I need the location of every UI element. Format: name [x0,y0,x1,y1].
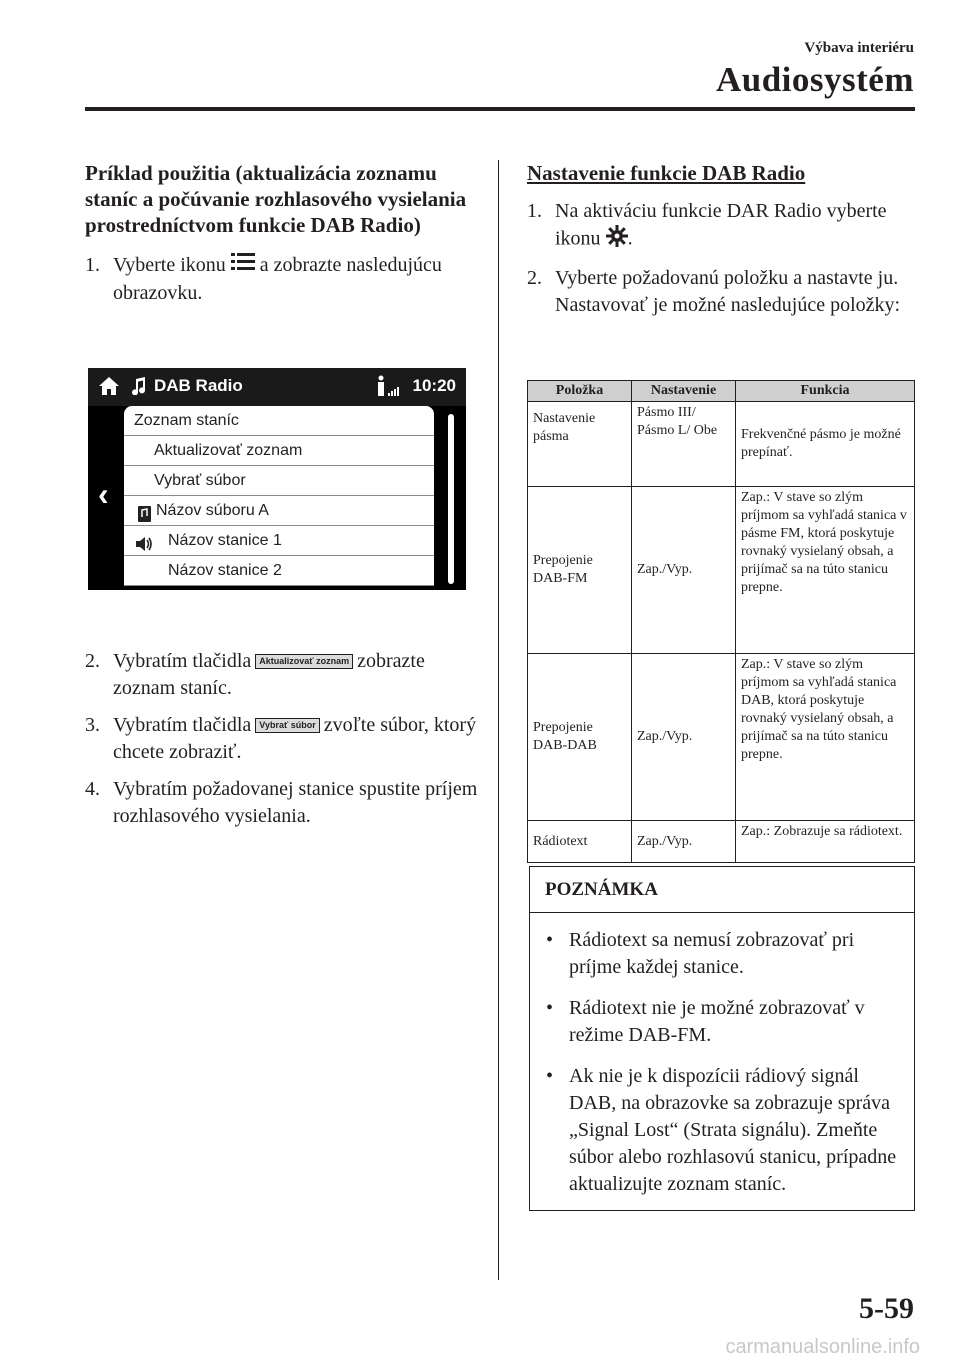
music-note-icon [132,377,146,400]
cell-function: Zap.: Zobrazuje sa rádiotext. [736,821,915,863]
cell-setting: Zap./Vyp. [632,654,736,821]
screen-status-bar [88,368,466,406]
table-header-row [528,381,915,402]
header-rule [85,107,915,111]
table-row [528,654,915,821]
list-item[interactable]: Zoznam staníc [124,406,434,436]
column-header: Funkcia [736,381,915,402]
section-label: Výbava interiéru [804,40,914,56]
screen-clock: 10:20 [412,376,456,395]
bullet: • [546,1065,554,1087]
screen-title: DAB Radio [154,376,243,395]
cell-function: Frekvenčné pásmo je možné prepínať. [736,402,915,487]
right-step-2: 2. Vyberte požadovanú položku a nastavte ju. Nastavovať je možné nasledujúce položky: [527,267,901,316]
gear-icon [606,225,628,255]
note-title: POZNÁMKA [530,867,914,913]
bullet: • [546,997,554,1019]
note-item: • Ak nie je k dispozícii rádiový signál DAB, na obrazovke sa zobrazuje správa „Signal Lost“ (Strata signálu). Zmeňte súbor alebo rozhlasovú stanicu, prípadne aktualizujte zoznam staníc. [546,1065,897,1195]
page-number: 5-59 [859,1292,914,1325]
column-header: Položka [528,381,632,402]
right-step-1: 1. Na aktiváciu funkcie DAR Radio vyberte ikonu . [527,198,915,255]
bullet: • [546,929,554,951]
select-file-button: Vybrať súbor [255,718,320,733]
column-header: Nastavenie [632,381,736,402]
step-1: 1. Vyberte ikonu a zobrazte nasledujúcu obrazovku. [85,254,442,305]
cell-function: Zap.: V stave so zlým príjmom sa vyhľadá stanica v pásme FM, ktorá poskytuje rovnaký vysielaný obsah, a prijímač sa na túto stanicu prepne. [736,487,915,654]
watermark: carmanualsonline.info [725,1336,920,1358]
list-icon [231,252,255,280]
list-item[interactable]: Vybrať súbor [124,466,434,496]
cell-item: Prepojenie DAB-DAB [528,654,632,821]
left-column [85,160,480,317]
table-row [528,402,915,487]
back-chevron-icon[interactable]: ‹ [98,476,109,512]
list-item[interactable]: Aktualizovať zoznam [124,436,434,466]
table-row [528,487,915,654]
cell-item: Prepojenie DAB-FM [528,487,632,654]
note-item: • Rádiotext nie je možné zobrazovať v režime DAB-FM. [546,997,865,1046]
table-row [528,821,915,863]
settings-table [527,380,915,863]
chapter-title: Audiosystém [715,60,914,99]
cell-item: Nastavenie pásma [528,402,632,487]
update-list-button: Aktualizovať zoznam [255,654,353,669]
right-column [527,160,915,329]
column-divider [498,160,499,1280]
cell-function: Zap.: V stave so zlým príjmom sa vyhľadá stanica DAB, ktorá poskytuje rovnaký vysielaný obsah, a prijímač sa na túto stanicu prepne. [736,654,915,821]
example-heading: Príklad použitia (aktualizácia zoznamu staníc a počúvanie rozhlasového vysielania prostredníctvom funkcie DAB Radio) [85,161,467,237]
cell-setting: Zap./Vyp. [632,821,736,863]
cell-setting: Zap./Vyp. [632,487,736,654]
scrollbar[interactable] [448,414,454,584]
signal-icon [376,374,404,403]
settings-heading: Nastavenie funkcie DAB Radio [527,161,806,185]
note-item: • Rádiotext sa nemusí zobrazovať pri príjme každej stanice. [546,929,855,978]
step-3: 3. Vybratím tlačidla Vybrať súbor zvoľte súbor, ktorý chcete zobraziť. [85,714,477,763]
step-4: 4. Vybratím požadovanej stanice spustite príjem rozhlasového vysielania. [85,778,478,827]
step-2: 2. Vybratím tlačidla Aktualizovať zoznam zobrazte zoznam staníc. [85,650,425,699]
station-list-panel [124,406,434,586]
cell-item: Rádiotext [528,821,632,863]
note-box [529,866,915,1211]
list-item[interactable]: Názov stanice 2 [124,556,434,586]
cell-setting: Pásmo III/ Pásmo L/ Obe [632,402,736,487]
list-item[interactable]: Názov stanice 1 [124,526,434,556]
dab-radio-screen [88,368,466,590]
home-icon [98,376,120,401]
list-item[interactable]: Názov súboru A [124,496,434,526]
left-steps [85,648,480,840]
